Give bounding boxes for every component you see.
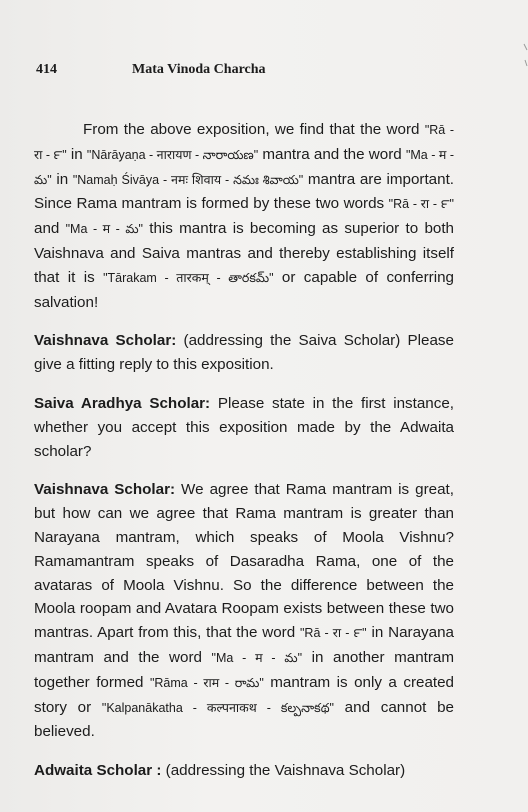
speaker-label: Vaishnava Scholar: <box>34 332 177 350</box>
speech-text: (addressing the Saiva Scholar) Please give a fitting reply to this exposition. <box>34 332 454 374</box>
text-run: and cannot be believed. <box>34 698 454 741</box>
quoted-term: "Kalpanākatha - कल्पनाकथ - కల్పనాకథ" <box>101 700 334 715</box>
text-run: mantra are important. Since Rama mantram is formed by these two words <box>34 170 455 213</box>
quoted-term: "Rā - रा - ౯" <box>300 626 367 641</box>
speaker-label: Adwaita Scholar : <box>34 762 162 780</box>
text-run: or capable of conferring salvation! <box>34 268 454 311</box>
text-run: From the above exposition, we find that the word <box>83 121 425 138</box>
quoted-term: "Ma - म - మ" <box>34 147 454 187</box>
quoted-term: "Tārakam - तारकम् - తారకమ్" <box>103 270 274 285</box>
running-title: Mata Vinoda Charcha <box>132 62 266 77</box>
speaker-label: Saiva Aradhya Scholar: <box>34 394 211 412</box>
text-run: mantram is only a created story or <box>34 673 455 716</box>
text-run: in <box>51 170 73 188</box>
paragraph-saiva-question <box>34 392 454 463</box>
quoted-term: "Ma - म - మ" <box>65 222 143 237</box>
quoted-term: "Namaḥ Śivāya - नमः शिवाय - నమః శివాయ" <box>72 172 304 187</box>
paragraph-vaishnava-reply <box>34 478 454 744</box>
text-run: and <box>34 220 66 238</box>
text-run: this mantra is becoming as superior to both Vaishnava and Saiva mantras and thereby establishing itself that it is <box>34 220 455 286</box>
page-header <box>36 62 496 82</box>
speech-text: (addressing the Vaishnava Scholar) <box>161 762 406 780</box>
paragraph-exposition <box>34 118 454 314</box>
paragraph-vaishnava-request <box>34 329 454 377</box>
speaker-label: Vaishnava Scholar: <box>34 481 176 499</box>
text-run: in <box>66 145 87 163</box>
text-run: mantra and the word <box>258 145 406 163</box>
text-run: in another mantram together formed <box>34 648 455 691</box>
quoted-term: "Nārāyaṇa - नारायण - నారాయణ" <box>86 147 259 162</box>
speech-text: Please state in the first instance, whether you accept this exposition made by the Adwaita scholar? <box>34 394 454 460</box>
quoted-term: "Rāma - राम - రామ" <box>149 675 264 690</box>
quoted-term: "Rā - रा - ౯" <box>34 123 454 162</box>
quoted-term: "Rā - रा - ౯" <box>388 197 454 212</box>
page-edge-mark <box>514 40 528 80</box>
quoted-term: "Ma - म - మ" <box>211 650 303 665</box>
text-run: in Narayana mantram and the word <box>34 624 454 666</box>
page-number: 414 <box>36 62 57 77</box>
text-run: We agree that Rama mantram is great, but how can we agree that Rama mantram is greater than Narayana mantram, which speaks of Moola Vishnu? Ramamantram speaks of Dasaradha Rama, one of the avataras of Moola Vishnu. So the difference between the Moola roopam and Avatara Roopam exists between these two mantras. Apart from this, that the word <box>34 481 454 642</box>
page-body <box>34 118 454 798</box>
paragraph-adwaita <box>34 759 454 783</box>
